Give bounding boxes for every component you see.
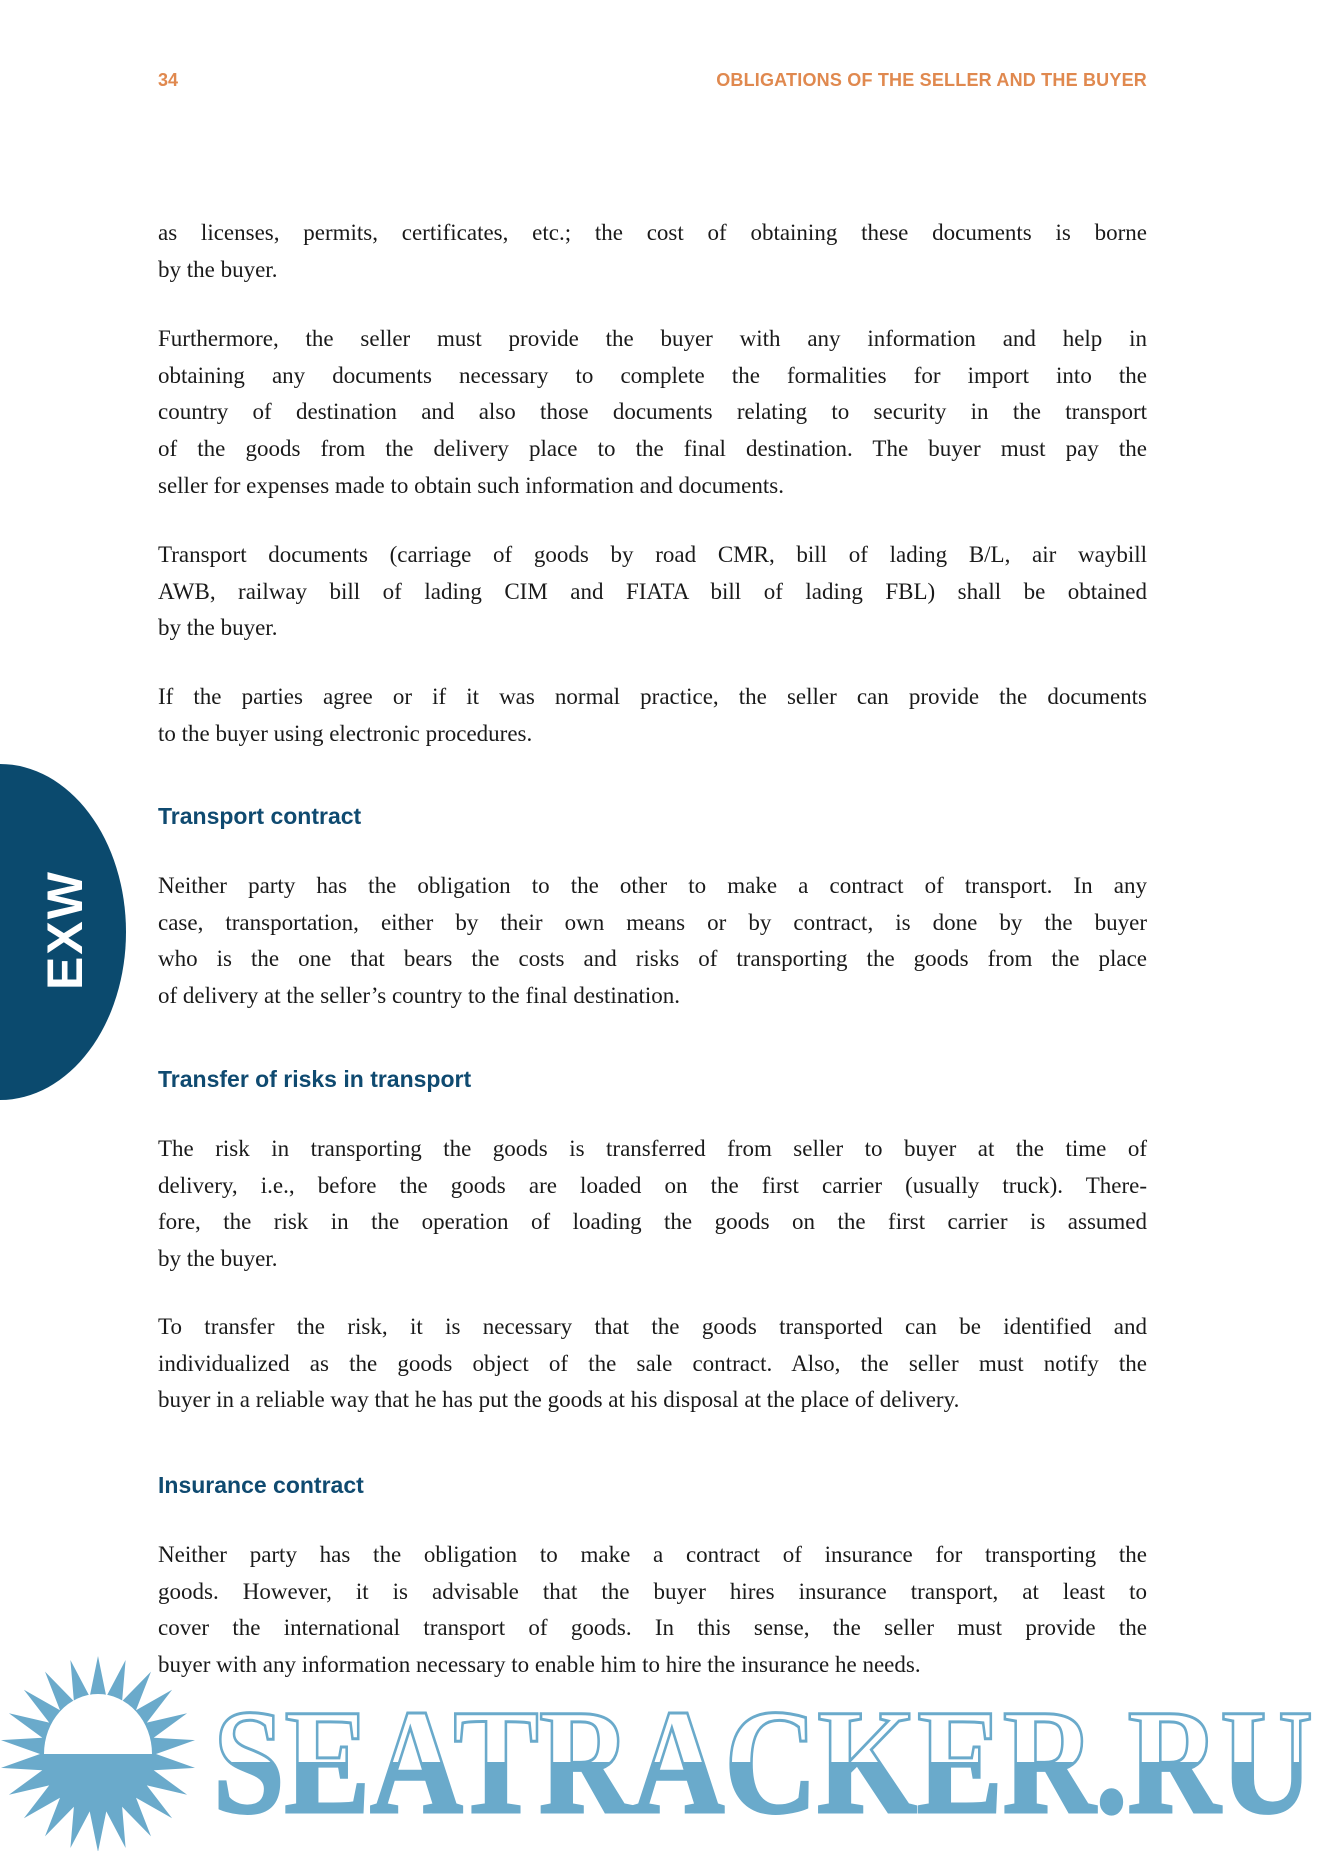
text-line: who is the one that bears the costs and risks of transporting the goods from the place [158,946,1147,972]
section-heading: Transport contract [158,803,362,829]
text-line: goods. However, it is advisable that the buyer hires insurance transport, at least to [158,1578,1147,1604]
text-line: AWB, railway bill of lading CIM and FIATA bill of lading FBL) shall be obtained [158,578,1147,604]
section-heading: Transfer of risks in transport [158,1066,472,1092]
text-line: Furthermore, the seller must provide the buyer with any information and help in [158,326,1147,351]
paragraph [158,321,1147,504]
text-line: Neither party has the obligation to make a contract of insurance for transporting the [158,1542,1147,1567]
text-line: buyer in a reliable way that he has put the goods at his disposal at the place of delivery. [158,1387,960,1413]
text-line: by the buyer. [158,256,278,282]
text-line: buyer with any information necessary to enable him to hire the insurance he needs. [158,1652,921,1678]
paragraph [158,215,1147,288]
text-line: Neither party has the obligation to the other to make a contract of transport. In any [158,873,1147,898]
running-header-title: OBLIGATIONS OF THE SELLER AND THE BUYER [716,70,1147,90]
text-line: Transport documents (carriage of goods by road CMR, bill of lading B/L, air waybill [158,542,1147,567]
watermark-logo [0,1650,1330,1851]
watermark-text: SEATRACKER.RU [213,1679,1313,1845]
text-line: individualized as the goods object of the sale contract. Also, the seller must notify the [158,1350,1147,1376]
paragraph [158,868,1147,1015]
text-line: obtaining any documents necessary to complete the formalities for import into the [158,362,1147,388]
section-side-tab-label: EXW [37,870,93,990]
text-line: of the goods from the delivery place to the final destination. The buyer must pay the [158,436,1147,462]
paragraph [158,1131,1147,1278]
text-line: as licenses, permits, certificates, etc.; the cost of obtaining these documents is borne [158,220,1147,245]
text-line: cover the international transport of goods. In this sense, the seller must provide the [158,1615,1147,1641]
text-line: If the parties agree or if it was normal practice, the seller can provide the documents [158,684,1147,709]
text-line: fore, the risk in the operation of loading the goods on the first carrier is assumed [158,1209,1147,1235]
text-line: To transfer the risk, it is necessary that the goods transported can be identified and [158,1314,1147,1339]
text-line: by the buyer. [158,615,278,641]
section-heading: Insurance contract [158,1472,364,1498]
text-line: by the buyer. [158,1246,278,1272]
paragraph [158,537,1147,647]
text-line: delivery, i.e., before the goods are loaded on the first carrier (usually truck). There- [158,1172,1147,1198]
text-line: The risk in transporting the goods is transferred from seller to buyer at the time of [158,1136,1147,1161]
sun-icon [1,1656,195,1851]
text-line: country of destination and also those documents relating to security in the transport [158,399,1147,425]
page-number: 34 [158,70,179,90]
text-line: of delivery at the seller’s country to the final destination. [158,983,681,1009]
text-line: seller for expenses made to obtain such information and documents. [158,472,784,498]
paragraph [158,679,1147,752]
paragraph [158,1309,1147,1419]
text-line: to the buyer using electronic procedures. [158,720,533,746]
text-line: case, transportation, either by their own means or by contract, is done by the buyer [158,909,1147,935]
